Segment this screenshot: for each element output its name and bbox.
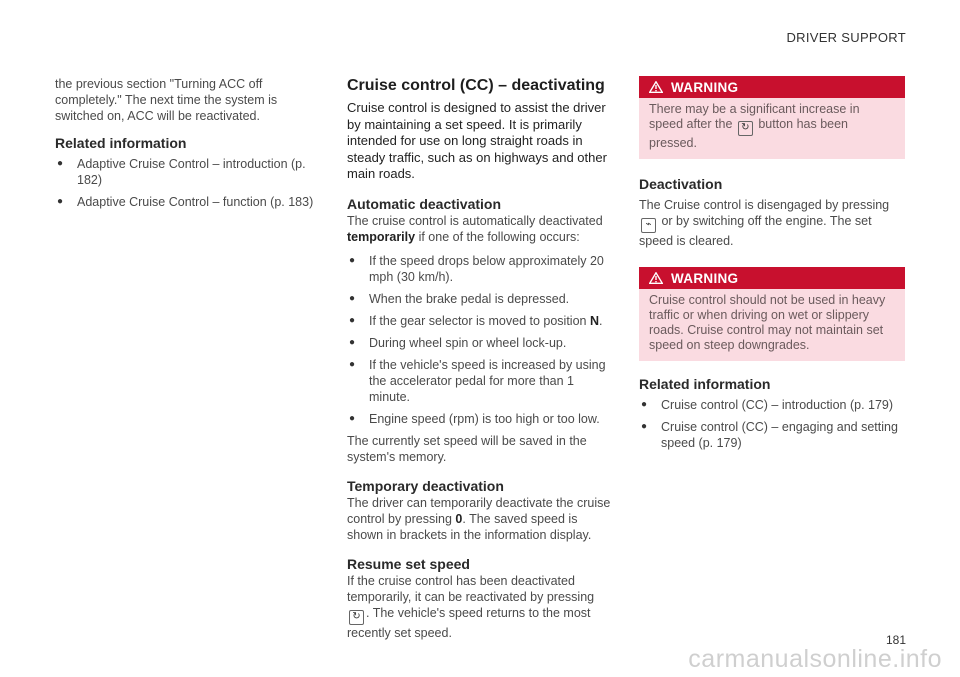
bullet-icon: ● bbox=[349, 336, 356, 348]
warning-triangle-icon bbox=[649, 81, 663, 93]
bullet-icon: ● bbox=[349, 292, 356, 304]
watermark: carmanualsonline.info bbox=[688, 645, 942, 673]
warning-label: WARNING bbox=[671, 270, 739, 286]
resume-arrow-icon: ↻ bbox=[738, 121, 753, 136]
bullet-icon: ● bbox=[349, 358, 356, 370]
page-number: 181 bbox=[885, 633, 906, 647]
bullet-icon: ● bbox=[349, 412, 356, 424]
related-link-cc-intro[interactable]: ● Cruise control (CC) – introduction (p. 179) bbox=[641, 398, 894, 412]
related-list bbox=[55, 156, 317, 210]
list-item: ● If the speed drops below approximately 20 mph (30 km/h). bbox=[349, 253, 604, 284]
auto-deactivation-intro: The cruise control is automatically deactivated temporarily if one of the following occurs: bbox=[347, 213, 603, 244]
cruise-control-off-icon: ⌁ bbox=[641, 218, 656, 233]
list-item: ● If the gear selector is moved to position N. bbox=[349, 313, 603, 328]
warning-triangle-icon bbox=[649, 272, 663, 284]
column-middle bbox=[347, 76, 613, 641]
auto-deactivation-heading: Automatic deactivation bbox=[347, 195, 502, 212]
column-right bbox=[639, 76, 905, 457]
warning-header bbox=[639, 76, 905, 98]
intro-paragraph: the previous section "Turning ACC off completely." The next time the system is switched on, ACC will be reactivated. bbox=[55, 77, 278, 123]
warning-box-traffic bbox=[639, 267, 905, 361]
bullet-icon: ● bbox=[641, 399, 648, 410]
related-heading: Related information bbox=[55, 135, 187, 151]
bullet-icon: ● bbox=[349, 314, 356, 326]
warning-header bbox=[639, 267, 905, 289]
list-item: ● If the vehicle's speed is increased by using the accelerator pedal for more than 1 minute. bbox=[349, 357, 606, 404]
resume-set-speed-heading: Resume set speed bbox=[347, 555, 470, 572]
condition-list bbox=[347, 253, 613, 427]
related-link-acc-intro[interactable]: ● Adaptive Cruise Control – introduction (p. 182) bbox=[57, 157, 306, 187]
deactivation-heading: Deactivation bbox=[639, 176, 723, 192]
bullet-icon: ● bbox=[641, 421, 648, 432]
saved-speed-note: The currently set speed will be saved in the system's memory. bbox=[347, 433, 587, 464]
list-item: ● Engine speed (rpm) is too high or too low. bbox=[349, 411, 600, 426]
list-item: ● During wheel spin or wheel lock-up. bbox=[349, 335, 567, 350]
related-link-cc-engaging[interactable]: ● Cruise control (CC) – engaging and setting speed (p. 179) bbox=[641, 420, 898, 450]
column-left bbox=[55, 76, 317, 216]
warning-text: There may be a significant increase in speed after the ↻ button has been pressed. bbox=[649, 102, 860, 150]
related-list bbox=[639, 397, 905, 451]
warning-box-speed-increase bbox=[639, 76, 905, 159]
resume-set-speed-text: If the cruise control has been deactivated temporarily, it can be reactivated by pressing ↻ . The vehicle's speed returns to the most recently set speed. bbox=[347, 573, 595, 640]
temporary-deactivation-heading: Temporary deactivation bbox=[347, 477, 504, 494]
temporary-deactivation-text: The driver can temporarily deactivate the cruise control by pressing 0. The saved speed is shown in brackets in the information display. bbox=[347, 495, 611, 542]
list-item: ● When the brake pedal is depressed. bbox=[349, 291, 570, 306]
section-header: DRIVER SUPPORT bbox=[786, 30, 906, 45]
resume-arrow-icon: ↻ bbox=[349, 610, 364, 625]
bullet-icon: ● bbox=[349, 254, 356, 266]
bullet-icon: ● bbox=[57, 196, 64, 207]
lead-paragraph: Cruise control is designed to assist the driver by maintaining a set speed. It is primarily intended for use on long straight roads in steady traffic, such as on highways and other main roads. bbox=[347, 100, 607, 181]
related-heading: Related information bbox=[639, 376, 771, 392]
related-link-acc-function[interactable]: ● Adaptive Cruise Control – function (p. 183) bbox=[57, 195, 314, 209]
warning-text: Cruise control should not be used in heavy traffic or when driving on wet or slippery roads. Cruise control may not maintain set speed on steep downgrades. bbox=[649, 293, 886, 352]
page-title: Cruise control (CC) – deactivating bbox=[347, 77, 605, 94]
bullet-icon: ● bbox=[57, 158, 64, 169]
deactivation-text: The Cruise control is disengaged by pressing ⌁ or by switching off the engine. The set speed is cleared. bbox=[639, 198, 890, 248]
warning-label: WARNING bbox=[671, 79, 739, 95]
